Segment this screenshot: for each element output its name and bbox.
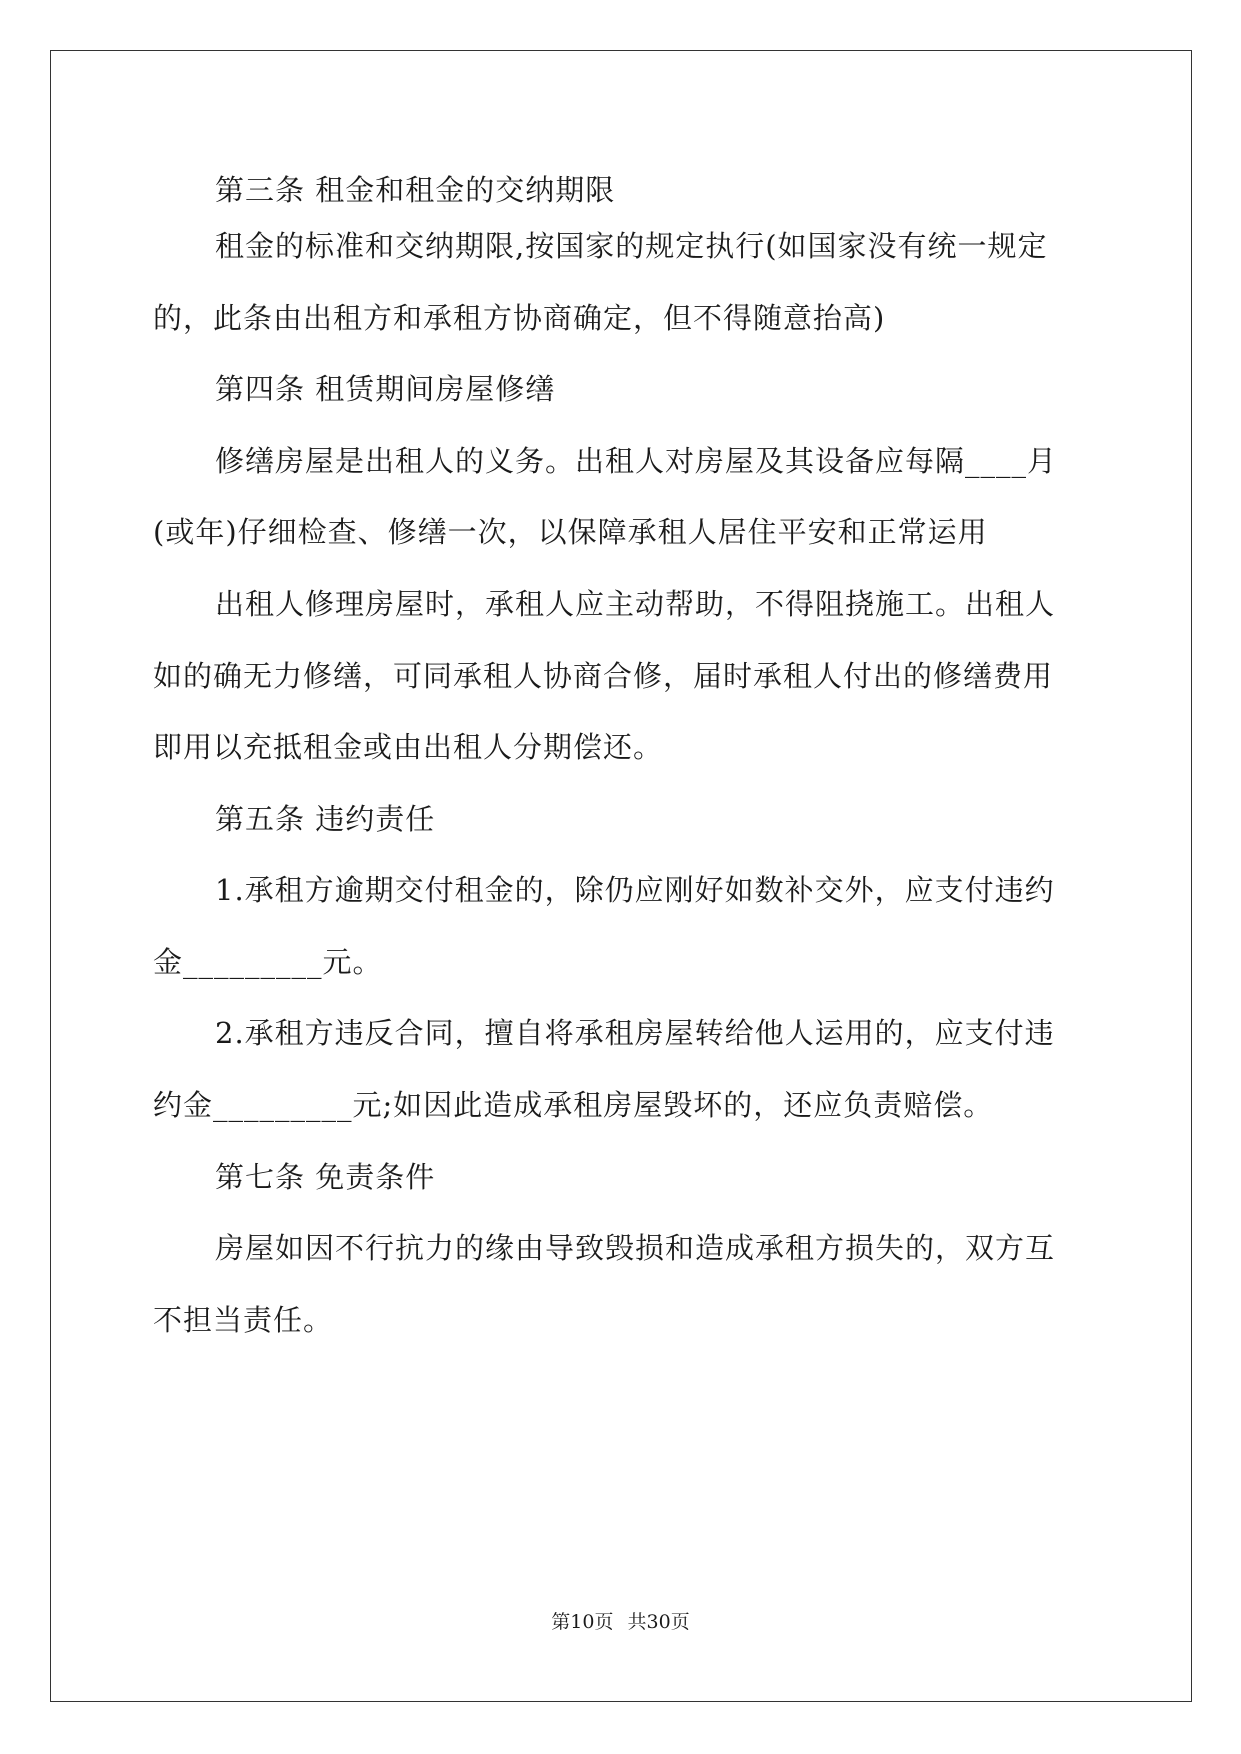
paragraph-line: 1.承租方逾期交付租金的，除仍应刚好如数补交外，应支付违约 bbox=[215, 873, 1055, 907]
heading-article-3: 第三条 租金和租金的交纳期限 bbox=[215, 173, 616, 207]
paragraph-line: 不担当责任。 bbox=[153, 1303, 334, 1337]
paragraph-line: 出租人修理房屋时，承租人应主动帮助，不得阻挠施工。出租人 bbox=[215, 587, 1056, 621]
paragraph-line: 房屋如因不行抗力的缘由导致毁损和造成承租方损失的，双方互 bbox=[215, 1231, 1056, 1265]
paragraph-line: 如的确无力修缮，可同承租人协商合修，届时承租人付出的修缮费用 bbox=[153, 659, 1054, 693]
paragraph-line: 金_________元。 bbox=[153, 945, 383, 979]
paragraph-line: 的，此条由出租方和承租方协商确定，但不得随意抬高) bbox=[153, 301, 886, 335]
paragraph-line: 租金的标准和交纳期限,按国家的规定执行(如国家没有统一规定 bbox=[215, 229, 1048, 263]
heading-article-5: 第五条 违约责任 bbox=[215, 802, 436, 836]
paragraph-line: 2.承租方违反合同，擅自将承租房屋转给他人运用的，应支付违 bbox=[215, 1016, 1055, 1050]
paragraph-line: (或年)仔细检查、修缮一次，以保障承租人居住平安和正常运用 bbox=[153, 515, 988, 549]
paragraph-line: 修缮房屋是出租人的义务。出租人对房屋及其设备应每隔____月 bbox=[215, 444, 1058, 478]
paragraph-line: 约金_________元;如因此造成承租房屋毁坏的，还应负责赔偿。 bbox=[153, 1088, 994, 1122]
paragraph-line: 即用以充抵租金或由出租人分期偿还。 bbox=[153, 730, 664, 764]
page-footer bbox=[0, 1609, 1241, 1635]
heading-article-7: 第七条 免责条件 bbox=[215, 1160, 436, 1194]
page-total: 共30页 bbox=[627, 1611, 690, 1633]
heading-article-4: 第四条 租赁期间房屋修缮 bbox=[215, 372, 556, 406]
page-number: 第10页 bbox=[551, 1611, 614, 1633]
